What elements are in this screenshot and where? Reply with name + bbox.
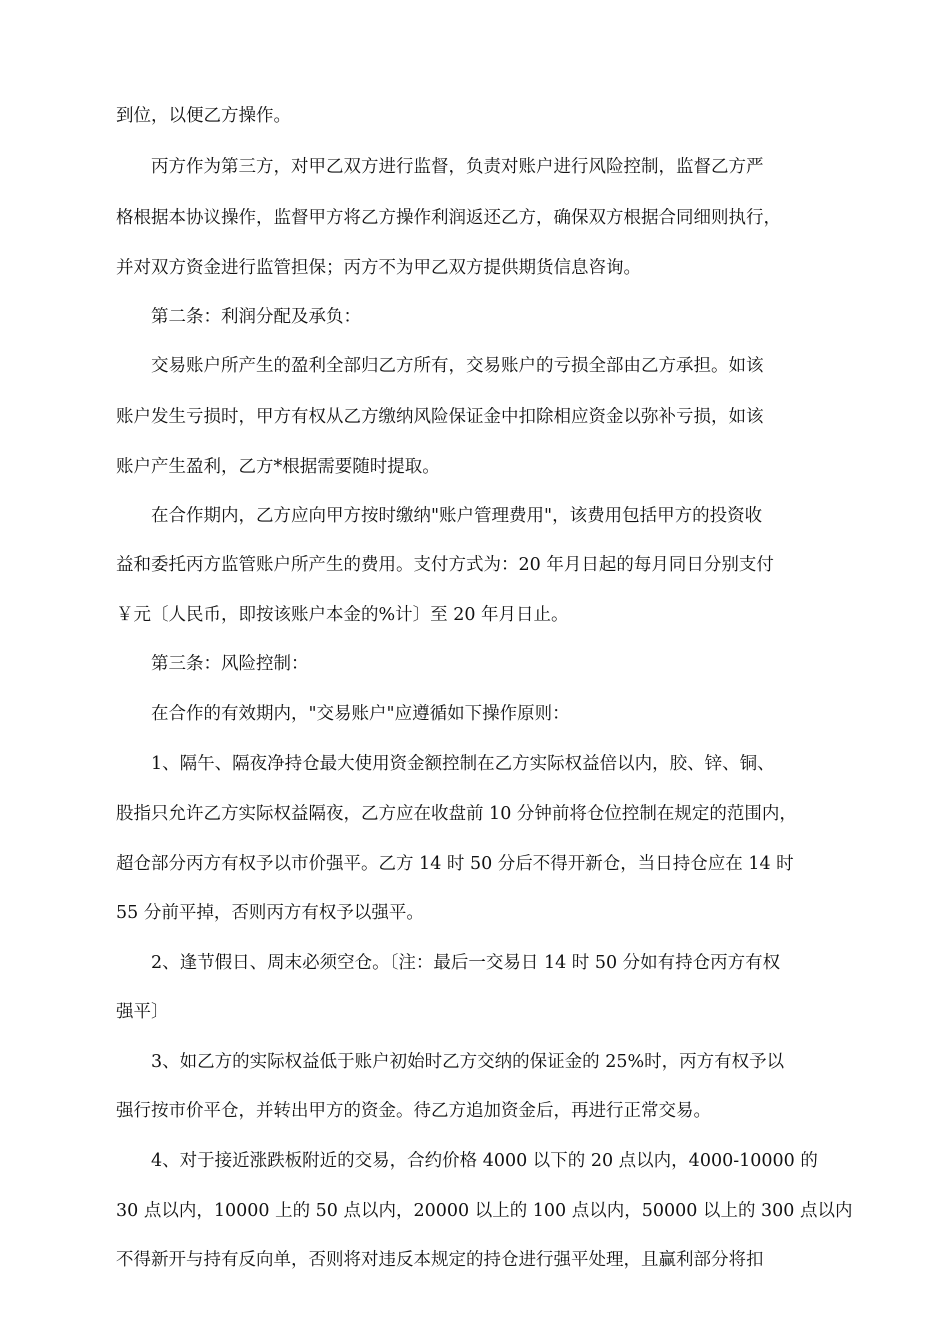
text-line: 4、对于接近涨跌板附近的交易，合约价格 4000 以下的 20 点以内，4000-10000 的	[116, 1151, 818, 1171]
section-heading: 第三条：风险控制：	[116, 654, 309, 674]
text-line: 3、如乙方的实际权益低于账户初始时乙方交纳的保证金的 25%时，丙方有权予以	[116, 1052, 785, 1072]
text-line: 交易账户所产生的盈利全部归乙方所有，交易账户的亏损全部由乙方承担。如该	[116, 356, 764, 376]
text-line: 30 点以内，10000 上的 50 点以内，20000 以上的 100 点以内，50000 以上的 300 点以内	[116, 1201, 853, 1221]
text-line: 并对双方资金进行监管担保；丙方不为甲乙双方提供期货信息咨询。	[116, 258, 641, 278]
text-line: 超仓部分丙方有权予以市价强平。乙方 14 时 50 分后不得开新仓，当日持仓应在 14 时	[116, 854, 794, 874]
text-line: ￥元〔人民币，即按该账户本金的%计〕至 20 年月日止。	[116, 605, 569, 625]
text-line: 丙方作为第三方，对甲乙双方进行监督，负责对账户进行风险控制，监督乙方严	[116, 157, 764, 177]
text-line: 格根据本协议操作，监督甲方将乙方操作利润返还乙方，确保双方根据合同细则执行，	[116, 208, 781, 228]
text-line: 55 分前平掉，否则丙方有权予以强平。	[116, 903, 424, 923]
text-line: 到位，以便乙方操作。	[116, 106, 291, 126]
text-line: 账户发生亏损时，甲方有权从乙方缴纳风险保证金中扣除相应资金以弥补亏损，如该	[116, 407, 764, 427]
text-line: 不得新开与持有反向单，否则将对违反本规定的持仓进行强平处理，且赢利部分将扣	[116, 1250, 764, 1270]
text-line: 强平〕	[116, 1002, 169, 1022]
text-line: 在合作期内，乙方应向甲方按时缴纳"账户管理费用"，该费用包括甲方的投资收	[116, 506, 763, 526]
text-line: 1、隔午、隔夜净持仓最大使用资金额控制在乙方实际权益倍以内，胶、锌、铜、	[116, 754, 775, 774]
text-line: 强行按市价平仓，并转出甲方的资金。待乙方追加资金后，再进行正常交易。	[116, 1101, 711, 1121]
section-heading: 第二条：利润分配及承负：	[116, 307, 361, 327]
text-line: 2、逢节假日、周末必须空仓。〔注：最后一交易日 14 时 50 分如有持仓丙方有权	[116, 953, 781, 973]
text-line: 益和委托丙方监管账户所产生的费用。支付方式为：20 年月日起的每月同日分别支付	[116, 555, 774, 575]
text-line: 在合作的有效期内，"交易账户"应遵循如下操作原则：	[116, 704, 570, 724]
text-line: 股指只允许乙方实际权益隔夜，乙方应在收盘前 10 分钟前将仓位控制在规定的范围内，	[116, 804, 797, 824]
text-line: 账户产生盈利，乙方*根据需要随时提取。	[116, 457, 440, 477]
